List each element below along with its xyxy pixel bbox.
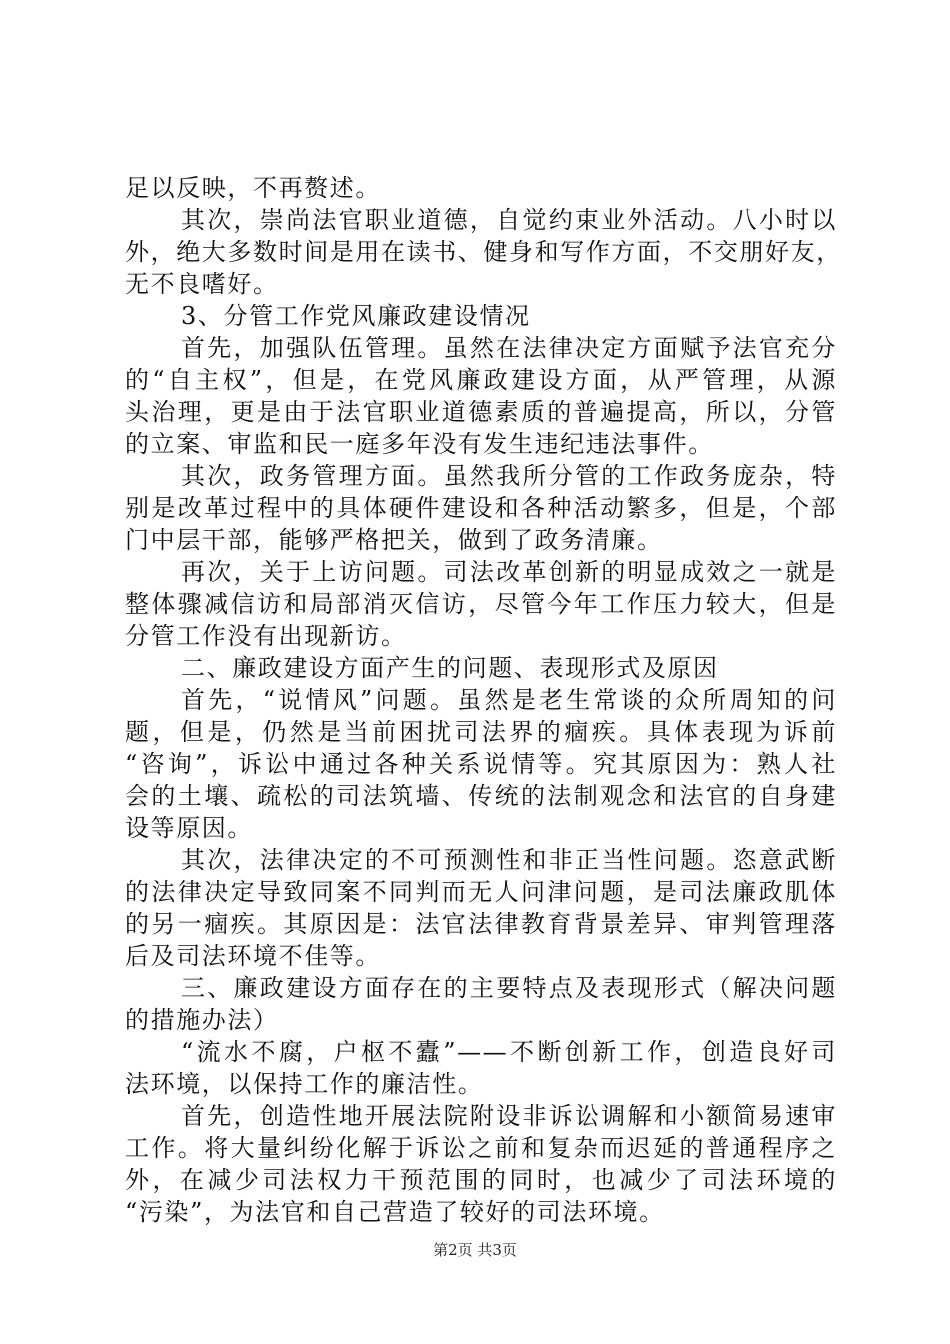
text-line: “流水不腐，户枢不蠹”——不断创新工作，创造良好司: [181, 1038, 837, 1066]
text-line: 门中层干部，能够严格把关，做到了政务清廉。: [125, 526, 663, 554]
text-line: 再次，关于上访问题。司法改革创新的明显成效之一就是: [181, 558, 837, 586]
text-line: 别是改革过程中的具体硬件建设和各种活动繁多，但是，个部: [125, 494, 837, 522]
text-line: 其次，政务管理方面。虽然我所分管的工作政务庞杂，特: [181, 462, 837, 490]
text-line: 整体骤减信访和局部消灭信访，尽管今年工作压力较大，但是: [125, 590, 837, 618]
text-line: 会的土壤、疏松的司法筑墙、传统的法制观念和法官的自身建: [125, 782, 837, 810]
text-line: 三、廉政建设方面存在的主要特点及表现形式（解决问题: [181, 974, 837, 1002]
text-line: “咨询”，诉讼中通过各种关系说情等。究其原因为：熟人社: [125, 750, 837, 778]
text-line: 的立案、审监和民一庭多年没有发生违纪违法事件。: [125, 430, 714, 458]
text-line: 足以反映，不再赘述。: [125, 174, 381, 202]
text-line: 的措施办法）: [125, 1006, 279, 1034]
text-line: 二、廉政建设方面产生的问题、表现形式及原因: [181, 654, 719, 682]
text-line: 3、分管工作党风廉政建设情况: [181, 302, 531, 330]
page-footer: 第2页 共3页: [433, 1241, 517, 1259]
text-line: 题，但是，仍然是当前困扰司法界的痼疾。具体表现为诉前: [125, 718, 837, 746]
text-line: 无不良嗜好。: [125, 270, 279, 298]
text-line: 首先，“说情风”问题。虽然是老生常谈的众所周知的问: [181, 686, 837, 714]
text-line: 头治理，更是由于法官职业道德素质的普遍提高，所以，分管: [125, 398, 837, 426]
text-line: “污染”，为法官和自己营造了较好的司法环境。: [125, 1198, 665, 1226]
text-line: 工作。将大量纠纷化解于诉讼之前和复杂而迟延的普通程序之: [125, 1134, 837, 1162]
text-line: 其次，法律决定的不可预测性和非正当性问题。恣意武断: [181, 846, 837, 874]
document-body: [125, 172, 842, 1228]
text-line: 其次，崇尚法官职业道德，自觉约束业外活动。八小时以: [181, 206, 837, 234]
text-line: 首先，加强队伍管理。虽然在法律决定方面赋予法官充分: [181, 334, 837, 362]
text-line: 后及司法环境不佳等。: [125, 942, 381, 970]
text-line: 外，绝大多数时间是用在读书、健身和写作方面，不交朋好友，: [125, 238, 842, 266]
text-line: 的“自主权”，但是，在党风廉政建设方面，从严管理，从源: [125, 366, 837, 394]
text-line: 外，在减少司法权力干预范围的同时，也减少了司法环境的: [125, 1166, 837, 1194]
text-line: 设等原因。: [125, 814, 253, 842]
text-line: 首先，创造性地开展法院附设非诉讼调解和小额简易速审: [181, 1102, 837, 1130]
text-line: 分管工作没有出现新访。: [125, 622, 407, 650]
text-line: 的另一痼疾。其原因是：法官法律教育背景差异、审判管理落: [125, 910, 837, 938]
text-line: 法环境，以保持工作的廉洁性。: [125, 1070, 484, 1098]
text-line: 的法律决定导致同案不同判而无人问津问题，是司法廉政肌体: [125, 878, 837, 906]
